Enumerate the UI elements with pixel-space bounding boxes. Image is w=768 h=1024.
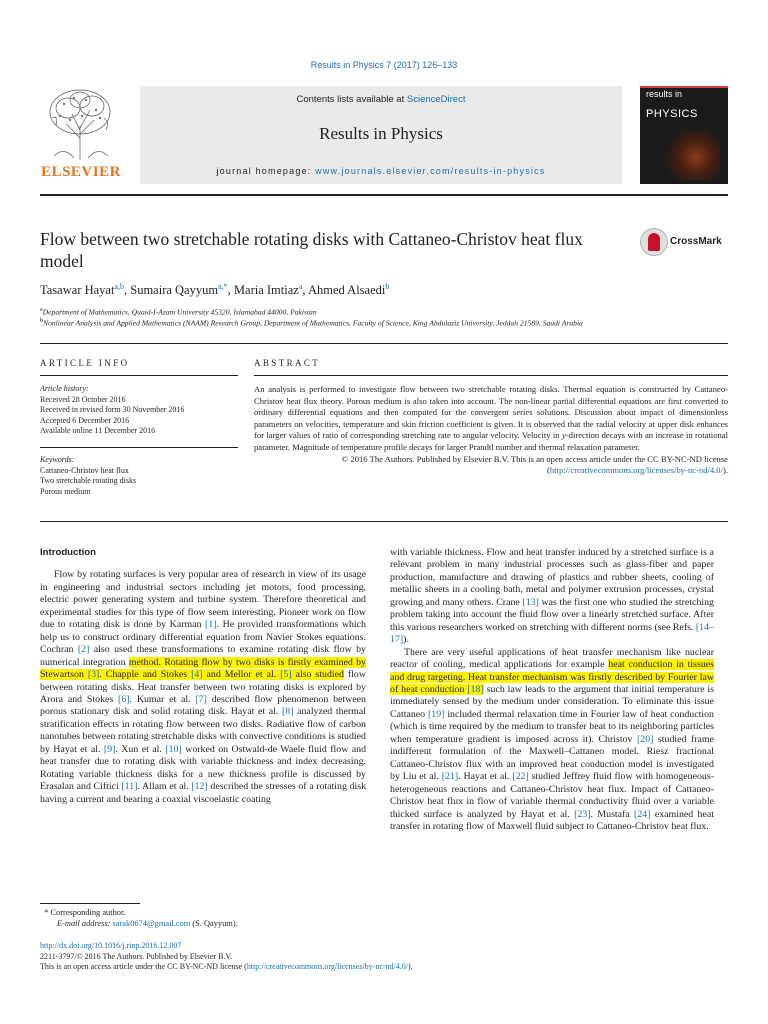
page-footer [40, 941, 728, 973]
footnote-line-1 [40, 907, 380, 918]
oa-close: ). [408, 962, 413, 971]
license-close: ). [722, 465, 728, 476]
author-sep: , [302, 283, 308, 298]
author-affil-link[interactable]: a,* [218, 282, 228, 291]
elsevier-logo[interactable] [40, 86, 122, 184]
homepage-prefix: journal homepage: [216, 166, 316, 176]
journal-name: Results in Physics [319, 124, 443, 143]
keywords-label: Keywords: [40, 455, 75, 464]
crossmark-icon [640, 228, 668, 256]
affiliation-rule [40, 343, 728, 344]
homepage-link[interactable]: www.journals.elsevier.com/results-in-physics [315, 166, 546, 176]
keywords [40, 455, 238, 497]
ref-link[interactable]: [12] [191, 781, 208, 793]
history-revised: Received in revised form 30 November 2016 [40, 405, 185, 414]
issn-line: 2211-3797/© 2016 The Authors. Published by Elsevier B.V. [40, 951, 233, 961]
journal-citation[interactable]: Results in Physics 7 (2017) 126–133 [310, 60, 458, 70]
doi-link[interactable]: http://dx.doi.org/10.1016/j.rinp.2016.12.007 [40, 941, 182, 950]
ref-link[interactable]: [3] [87, 669, 100, 681]
author-name: Maria Imtiaz [233, 283, 299, 298]
sciencedirect-link[interactable]: ScienceDirect [406, 94, 466, 105]
article-title: Flow between two stretchable rotating disks with Cattaneo-Christov heat flux model [40, 229, 583, 271]
keyword-item: Two stretchable rotating disks [40, 476, 137, 485]
affiliation-marker: a [40, 307, 43, 313]
abstract-rule [254, 375, 728, 376]
author-sep: , [227, 283, 234, 298]
cover-title-line2: PHYSICS [646, 108, 698, 120]
cover-image [660, 130, 720, 180]
abstract-body [254, 384, 728, 477]
open-access-line [40, 962, 728, 973]
abstract-text-italic: y [561, 430, 566, 441]
article-history [40, 384, 238, 437]
journal-cover[interactable] [640, 86, 728, 184]
keywords-rule [40, 447, 238, 448]
oa-license-link[interactable]: http://creativecommons.org/licenses/by-nc-nd/4.0/ [246, 962, 408, 971]
abstract-text [254, 384, 728, 454]
journal-header [40, 86, 728, 186]
intro-paragraph-1-cont: with variable thickness. Flow and heat transfer induced by a stretched surface is a relevant problem in many industrial processes such as glass-fiber and paper production, manufacture and drawing of plastics and rubber sheets, cooling of metallic sheets in a cooling bath, metal and polymer extrusion processes, crystal growing and many others. Crane [13] was the first one who studied the stretching problem taking into account the fluid flow over a linearly stretched surface. After this various researchers worked on stretching with different norms (see Refs. [14–17]). [390, 547, 714, 646]
author-name: Tasawar Hayat [40, 283, 115, 298]
keyword-item: Porous medium [40, 486, 91, 496]
abstract-bottom-rule [40, 521, 728, 522]
ref-link[interactable]: [9] [103, 743, 116, 755]
crossmark-label: CrossMark [670, 236, 722, 247]
body-left-column [40, 547, 366, 806]
author-affil-link[interactable]: a [298, 282, 303, 291]
journal-banner [140, 86, 622, 184]
abstract-license [254, 454, 728, 477]
oa-text: This is an open access article under the CC BY-NC-ND license ( [40, 962, 247, 971]
ref-link[interactable]: [14–17] [390, 621, 714, 646]
history-online: Available online 11 December 2016 [40, 426, 156, 435]
author-affil-link[interactable]: b [385, 282, 390, 291]
ref-link[interactable]: [20] [636, 733, 654, 745]
contents-available [140, 94, 622, 105]
email-link[interactable]: sarak0674@gmail.com [112, 919, 191, 928]
section-heading-introduction: Introduction [40, 547, 96, 558]
license-link[interactable]: http://creativecommons.org/licenses/by-nc-nd/4.0/ [549, 465, 723, 476]
footnote-rule [40, 903, 140, 904]
ref-link[interactable]: [7] [195, 693, 207, 705]
abstract-text-1: An analysis is performed to investigate flow between two stretchable rotating disks. Thermal equation is constructed by Cattaneo-Christov heat flux theory. Porous medium is also taken into account. The non-linear partial differential equations are first converted to ordinary differential equations and then computed for the convergent series solutions. Discussion about impact of dimensionless parameters on velocities, temperature and skin friction coefficient is given. It is observed that the radial velocity at upper disk enhances for larger values of ratio of corresponding stretching rate to angular velocity. Velocity in [254, 384, 728, 441]
affiliation-text: Department of Mathematics, Quaid-I-Azam University 45320, Islamabad 44000, Pakistan [42, 307, 317, 317]
author-sep: , [124, 283, 131, 298]
body-right-column [390, 547, 714, 833]
footnote-star: * [44, 908, 49, 917]
highlight: method. Rotating flow by two disks is firstly examined by Stewartson [3]. Chapple and Stokes [4] and Mellor et al. [5] also studied [40, 656, 366, 681]
cover-stripe [640, 86, 728, 88]
history-label: Article history: [40, 384, 89, 393]
ref-link[interactable]: [8] [281, 706, 294, 718]
ref-link[interactable]: [10] [165, 743, 182, 755]
highlight: heat conduction in tissues and drug targeting. Heat transfer mechanism was firstly described by Fourier law of heat conduction [18] [390, 659, 715, 695]
intro-paragraph-2: There are very useful applications of heat transfer mechanism like nuclear reactor of cooling, medical applications for example heat conduction in tissues and drug targeting. Heat transfer mechanism was firstly described by Fourier law of heat conduction [18] such law leads to the argument that initial temperature is immediately sensed by the medium under consideration. To eliminate this issue Cattaneo [19] included thermal relaxation time in Fourier law of heat conduction (which is time required by the medium to transfer heat to its neighboring particles when temperature gradient is imposed across it). Christov [20] studied frame indifferent formulation of the Maxwell–Cattaneo model. Riesz fractional Cattaneo-Christov flux with an improved heat conduction model is investigated by Liu et al. [21]. Hayat et al. [22] studied Jeffrey fluid flow with homogeneous-heterogeneous reactions and Cattaneo-Christov heat flux. Impact of Cattaneo-Christov heat flux in flow of variable thermal conductivity fluid over a variable thicked surface is analyzed by Hayat et al. [23]. Mustafa [24] examined heat transfer in rotating flow of Maxwell fluid subject to Cattaneo-Christov heat flux. [390, 646, 715, 832]
affiliation-a [40, 307, 728, 317]
ref-link[interactable]: [1] [205, 619, 217, 631]
ref-link[interactable]: [5] [280, 669, 292, 681]
license-text: © 2016 The Authors. Published by Elsevier B.V. This is an open access article under the CC BY-NC-ND license ( [341, 453, 728, 476]
ref-link[interactable]: [18] [467, 683, 484, 695]
ref-link[interactable]: [6] [118, 693, 130, 705]
ref-link[interactable]: [22] [512, 771, 529, 783]
article-info-heading: ARTICLE INFO [40, 358, 130, 368]
email-name: (S. Qayyum). [190, 919, 238, 928]
footnote-line-2 [40, 918, 380, 929]
ref-link[interactable]: [19] [427, 708, 445, 720]
author-affil-link[interactable]: a,b [114, 282, 124, 291]
ref-link[interactable]: [21] [441, 771, 459, 783]
author-name: Sumaira Qayyum [130, 283, 219, 298]
elsevier-wordmark: ELSEVIER [41, 164, 121, 180]
author-list [40, 282, 728, 298]
keyword-item: Cattaneo-Christov heat flux [40, 465, 129, 475]
header-rule [40, 194, 728, 196]
affiliation-b [40, 318, 728, 328]
crossmark-badge[interactable] [640, 228, 730, 256]
abstract-heading: ABSTRACT [254, 358, 321, 368]
ref-link[interactable]: [24] [634, 808, 651, 820]
ref-link[interactable]: [4] [191, 669, 203, 681]
ref-link[interactable]: [2] [77, 644, 90, 656]
contents-prefix: Contents lists available at [296, 94, 407, 105]
affiliation-text: Nonlinear Analysis and Applied Mathematics (NAAM) Research Group, Department of Mathematics, Faculty of Science, King Abdulaziz University, Jeddah 21589, Saudi Arabia [43, 318, 583, 328]
history-accepted: Accepted 6 December 2016 [40, 415, 130, 425]
corresponding-footnote [40, 907, 380, 929]
footnote-text: Corresponding author. [50, 908, 126, 917]
journal-homepage [140, 166, 622, 176]
ref-link[interactable]: [11] [121, 781, 138, 793]
history-received: Received 28 October 2016 [40, 394, 126, 404]
affiliation-marker: b [40, 318, 43, 324]
ref-link[interactable]: [23] [574, 808, 591, 820]
cover-title-line1: results in [646, 89, 683, 99]
abstract-text-2: -direction decays with an increase in rotational parameter. Magnitude of temperature profile decays for larger Prandtl number and thermal relaxation parameter. [254, 430, 728, 452]
article-info-rule [40, 375, 238, 376]
author-name: Ahmed Alsaedi [307, 283, 386, 298]
email-label: E-mail address: [57, 919, 113, 928]
elsevier-tree-icon [44, 86, 116, 162]
ref-link[interactable]: [13] [522, 596, 539, 608]
intro-paragraph-1: Flow by rotating surfaces is very popular area of research in view of its usage in engineering and industrial sectors including jet motors, food processing, electric power generating system and turbine system. Therefore theoretical and experimental studies for this type of flow seem interesting. Pioneer work on flow due to rotating disk is done by Karman [1]. He provided transformations which help us to construct ordinary differential equation from Navier Stokes equations. Cochran [2] also used these transformations to examine rotating disk flow by numerical integration method. Rotating flow by two disks is firstly examined by Stewartson [3]. Chapple and Stokes [4] and Mellor et al. [5] also studied flow between rotating disks. Heat transfer between two rotating disks is explored by Arora and Stokes [6]. Kumar et al. [7] described flow phenomenon between porous stationary disk and solid rotating disk. Hayat et al. [8] analyzed thermal stratification effects in rotating flow between two disks. Radiative flow of carbon nanotubes between rotating stretchable disks with convective conditions is studied by Hayat et al. [9]. Xun et al. [10] worked on Ostwald-de Waele fluid flow and heat transfer due to rotating disk with variable thickness and index decreasing. Rotating variable thickness disks for a new thickness profile is discussed by Erasalan and Ciftici [11]. Allam et al. [12] described the stresses of a rotating disk having a current and bearing a coaxial viscoelastic coating [40, 569, 367, 805]
